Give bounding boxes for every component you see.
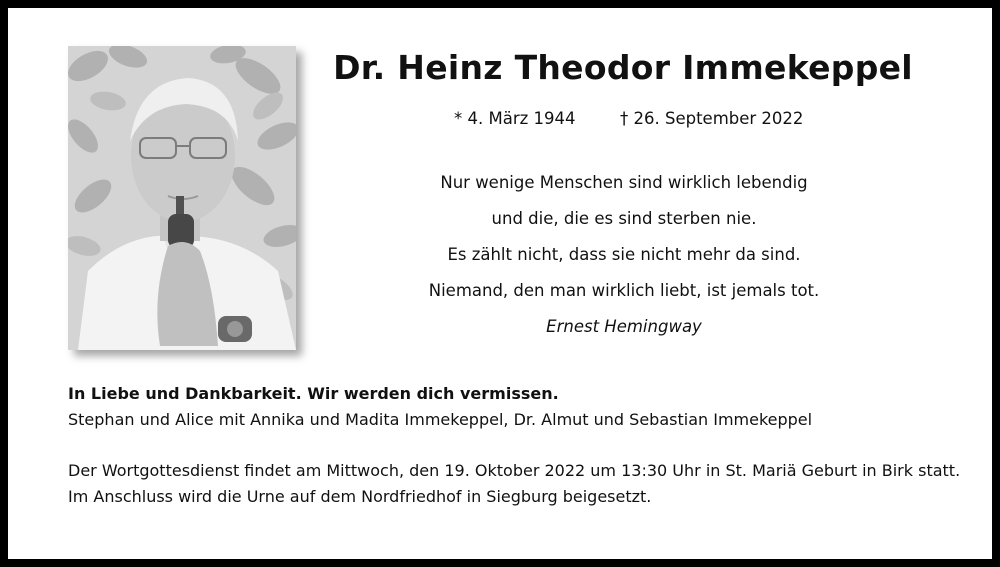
death-date: † 26. September 2022: [620, 109, 804, 128]
family-names: Stephan und Alice mit Annika und Madita Immekeppel, Dr. Almut und Sebastian Immekeppel: [68, 410, 813, 429]
poem-author: Ernest Hemingway: [546, 317, 702, 336]
service-line: Der Wortgottesdienst findet am Mittwoch, den 19. Oktober 2022 um 13:30 Uhr in St. Mariä Geburt in Birk statt.: [68, 461, 961, 480]
birth-date: * 4. März 1944: [454, 109, 576, 128]
poem-block: [308, 168, 940, 342]
poem-line: Nur wenige Menschen sind wirklich lebendig: [440, 173, 808, 192]
service-line: Im Anschluss wird die Urne auf dem Nordfriedhof in Siegburg beigesetzt.: [68, 487, 652, 506]
poem-line: Es zählt nicht, dass sie nicht mehr da sind.: [447, 245, 801, 264]
service-info: [68, 458, 960, 510]
portrait-photo: [68, 46, 296, 350]
dedication-line: In Liebe und Dankbarkeit. Wir werden dich vermissen.: [68, 384, 559, 403]
obituary-card: [8, 8, 992, 559]
poem-line: Niemand, den man wirklich liebt, ist jemals tot.: [428, 281, 820, 300]
deceased-name: Dr. Heinz Theodor Immekeppel: [333, 48, 913, 87]
poem-line: und die, die es sind sterben nie.: [491, 209, 757, 228]
